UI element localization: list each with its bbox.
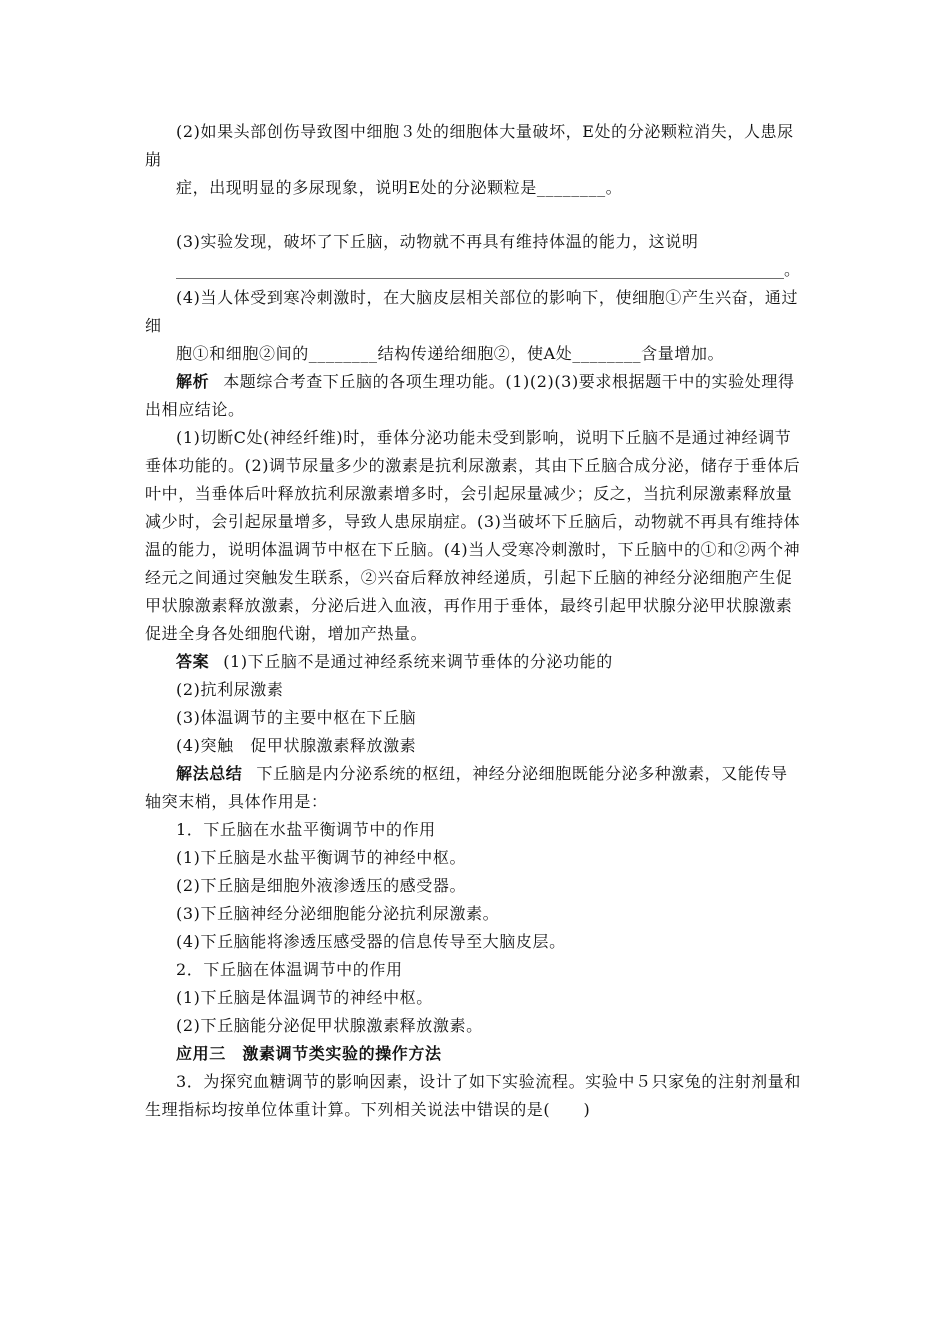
summary-item: (4)下丘脑能将渗透压感受器的信息传导至大脑皮层。: [176, 932, 566, 951]
analysis-para-line: 甲状腺激素释放激素，分泌后进入血液，再作用于垂体，最终引起甲状腺分泌甲状腺激素: [145, 596, 793, 615]
q2-line-1: (2)如果头部创伤导致图中细胞３处的细胞体大量破坏，E处的分泌颗粒消失，人患尿: [176, 122, 794, 141]
summary-item: 2．下丘脑在体温调节中的作用: [176, 960, 403, 979]
section-heading: 应用三 激素调节类实验的操作方法: [176, 1044, 442, 1063]
answer-line-1: [176, 651, 613, 673]
analysis-line-1: [176, 371, 795, 393]
analysis-label: 解析: [176, 372, 210, 391]
analysis-para-line: 促进全身各处细胞代谢，增加产热量。: [145, 624, 428, 643]
summary-item: (2)下丘脑是细胞外液渗透压的感受器。: [176, 876, 467, 895]
answer-1: (1)下丘脑不是通过神经系统来调节垂体的分泌功能的: [223, 652, 613, 671]
analysis-para-line: 减少时，会引起尿量增多，导致人患尿崩症。(3)当破坏下丘脑后，动物就不再具有维持体: [145, 512, 801, 531]
q4-line-1: (4)当人体受到寒冷刺激时，在大脑皮层相关部位的影响下，使细胞①产生兴奋，通过: [176, 288, 799, 307]
answer-label: 答案: [176, 652, 210, 671]
analysis-para-line: 垂体功能的。(2)调节尿量多少的激素是抗利尿激素，其由下丘脑合成分泌，储存于垂体后: [145, 456, 801, 475]
summary-item: (2)下丘脑能分泌促甲状腺激素释放激素。: [176, 1016, 483, 1035]
summary-label: 解法总结: [176, 764, 243, 783]
summary-line-2: 轴突末梢，具体作用是：: [145, 792, 328, 811]
q4-line-2: 细: [145, 316, 162, 335]
answer-3: (3)体温调节的主要中枢在下丘脑: [176, 708, 417, 727]
analysis-para-line: 经元之间通过突触发生联系，②兴奋后释放神经递质，引起下丘脑的神经分泌细胞产生促: [145, 568, 793, 587]
summary-item: (1)下丘脑是水盐平衡调节的神经中枢。: [176, 848, 467, 867]
answer-4: (4)突触 促甲状腺激素释放激素: [176, 736, 417, 755]
summary-line-1: [176, 763, 788, 785]
q2-line-2: 崩: [145, 150, 162, 169]
analysis-text: 本题综合考查下丘脑的各项生理功能。(1)(2)(3)要求根据题干中的实验处理得: [223, 372, 795, 391]
question-3-line-2: 生理指标均按单位体重计算。下列相关说法中错误的是( ): [145, 1100, 591, 1119]
q2-line-3: 症，出现明显的多尿现象，说明E处的分泌颗粒是________。: [176, 178, 623, 197]
q4-line-3: 胞①和细胞②间的________结构传递给细胞②，使A处________含量增加。: [176, 344, 725, 363]
q3-line-1: (3)实验发现，破坏了下丘脑，动物就不再具有维持体温的能力，这说明: [176, 232, 699, 251]
summary-item: (1)下丘脑是体温调节的神经中枢。: [176, 988, 433, 1007]
q3-answer-blank: ____________________________________________________________________________。: [176, 260, 800, 279]
analysis-line-2: 出相应结论。: [145, 400, 245, 419]
analysis-para-line: (1)切断C处(神经纤维)时，垂体分泌功能未受到影响，说明下丘脑不是通过神经调节: [176, 428, 792, 447]
summary-item: (3)下丘脑神经分泌细胞能分泌抗利尿激素。: [176, 904, 500, 923]
answer-2: (2)抗利尿激素: [176, 680, 284, 699]
analysis-para-line: 温的能力，说明体温调节中枢在下丘脑。(4)当人受寒冷刺激时，下丘脑中的①和②两个神: [145, 540, 801, 559]
analysis-para-line: 叶中，当垂体后叶释放抗利尿激素增多时，会引起尿量减少；反之，当抗利尿激素释放量: [145, 484, 793, 503]
summary-text: 下丘脑是内分泌系统的枢纽，神经分泌细胞既能分泌多种激素，又能传导: [256, 764, 788, 783]
question-3-line-1: 3．为探究血糖调节的影响因素，设计了如下实验流程。实验中５只家兔的注射剂量和: [176, 1072, 801, 1091]
summary-item: 1．下丘脑在水盐平衡调节中的作用: [176, 820, 436, 839]
